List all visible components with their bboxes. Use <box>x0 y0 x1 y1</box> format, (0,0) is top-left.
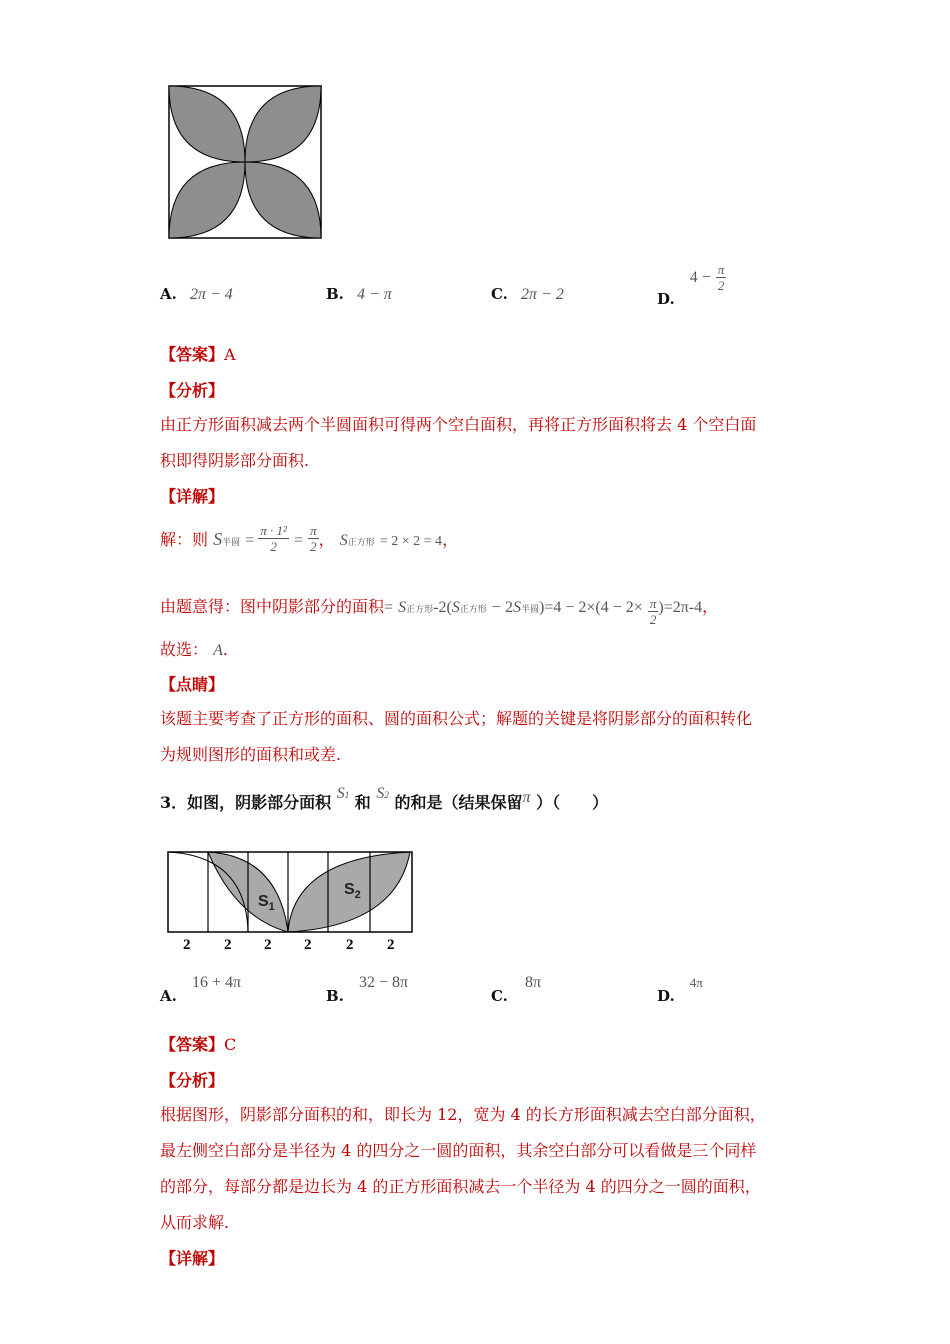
q2-detail-label: 【详解】 <box>160 487 225 506</box>
s2-label: $S_2$ <box>344 881 361 901</box>
q2-detail-line-3: 故选： A. <box>160 640 228 659</box>
q2-detail-line-1: 解：则 S半圆 = $\frac{\text{π · 1²}}{2}$ = $\frac{\pi}{2}$ ， S正方形 = 2 × 2 = 4， <box>160 523 459 554</box>
q2-option-d-fraction: $\frac{\pi}{2}$ <box>717 262 725 293</box>
q2-remark-line-1: 该题主要考查了正方形的面积、圆的面积公式；解题的关键是将阴影部分的面积转化 <box>160 709 753 728</box>
q3-analysis-label: 【分析】 <box>160 1071 225 1090</box>
q2-analysis-label: 【分析】 <box>160 381 225 400</box>
q2-detail-line-2: 由题意得：图中阴影部分的面积= S正方形-2(S正方形 − 2S半圆)=4 − 2×(4 − 2× $\frac{\pi}{2}$ )=2π-4， <box>160 596 719 627</box>
tick-label: 2 <box>183 937 191 953</box>
tick-label: 2 <box>387 937 395 953</box>
s1-label: $S_1$ <box>258 893 275 913</box>
q3-option-a: A. 16 + 4π <box>160 974 242 1005</box>
q3-answer: 【答案】C <box>160 1035 237 1054</box>
q3-analysis-line-4: 从而求解. <box>160 1213 230 1232</box>
q3-figure <box>166 848 418 956</box>
q2-remark-line-2: 为规则图形的面积和或差. <box>160 745 342 764</box>
q3-option-d: D. 4π <box>657 975 703 1005</box>
q2-option-a: A. 2π − 4 <box>160 285 233 303</box>
q2-analysis-line-1: 由正方形面积减去两个半圆面积可得两个空白面积，再将正方形面积将去 4 个空白面 <box>160 415 757 434</box>
tick-label: 2 <box>346 937 354 953</box>
q3-option-b: B. 32 − 8π <box>326 974 409 1005</box>
q3-analysis-line-3: 的部分，每部分都是边长为 4 的正方形面积减去一个半径为 4 的四分之一圆的面积， <box>160 1177 761 1196</box>
q2-option-b: B. 4 − π <box>326 285 392 303</box>
q3-stem: 3．如图，阴影部分面积 S1 和 S2 的和是（结果保留π ）（ ） <box>160 785 609 812</box>
q2-analysis-line-2: 积即得阴影部分面积. <box>160 451 310 470</box>
q3-analysis-line-1: 根据图形，阴影部分面积的和，即长为 12，宽为 4 的长方形面积减去空白部分面积， <box>160 1105 766 1124</box>
q2-remark-label: 【点睛】 <box>160 675 225 694</box>
tick-label: 2 <box>304 937 312 953</box>
tick-label: 2 <box>264 937 272 953</box>
q2-option-d: D. 4 − $\frac{\pi}{2}$ <box>657 262 725 308</box>
tick-label: 2 <box>224 937 232 953</box>
q3-analysis-line-2: 最左侧空白部分是半径为 4 的四分之一圆的面积，其余空白部分可以看做是三个同样 <box>160 1141 757 1160</box>
q3-detail-label: 【详解】 <box>160 1249 225 1268</box>
four-petal-figure <box>166 83 326 243</box>
q2-option-c: C. 2π − 2 <box>491 285 564 303</box>
q3-option-c: C. 8π <box>491 974 542 1005</box>
q2-answer: 【答案】A <box>160 345 236 364</box>
